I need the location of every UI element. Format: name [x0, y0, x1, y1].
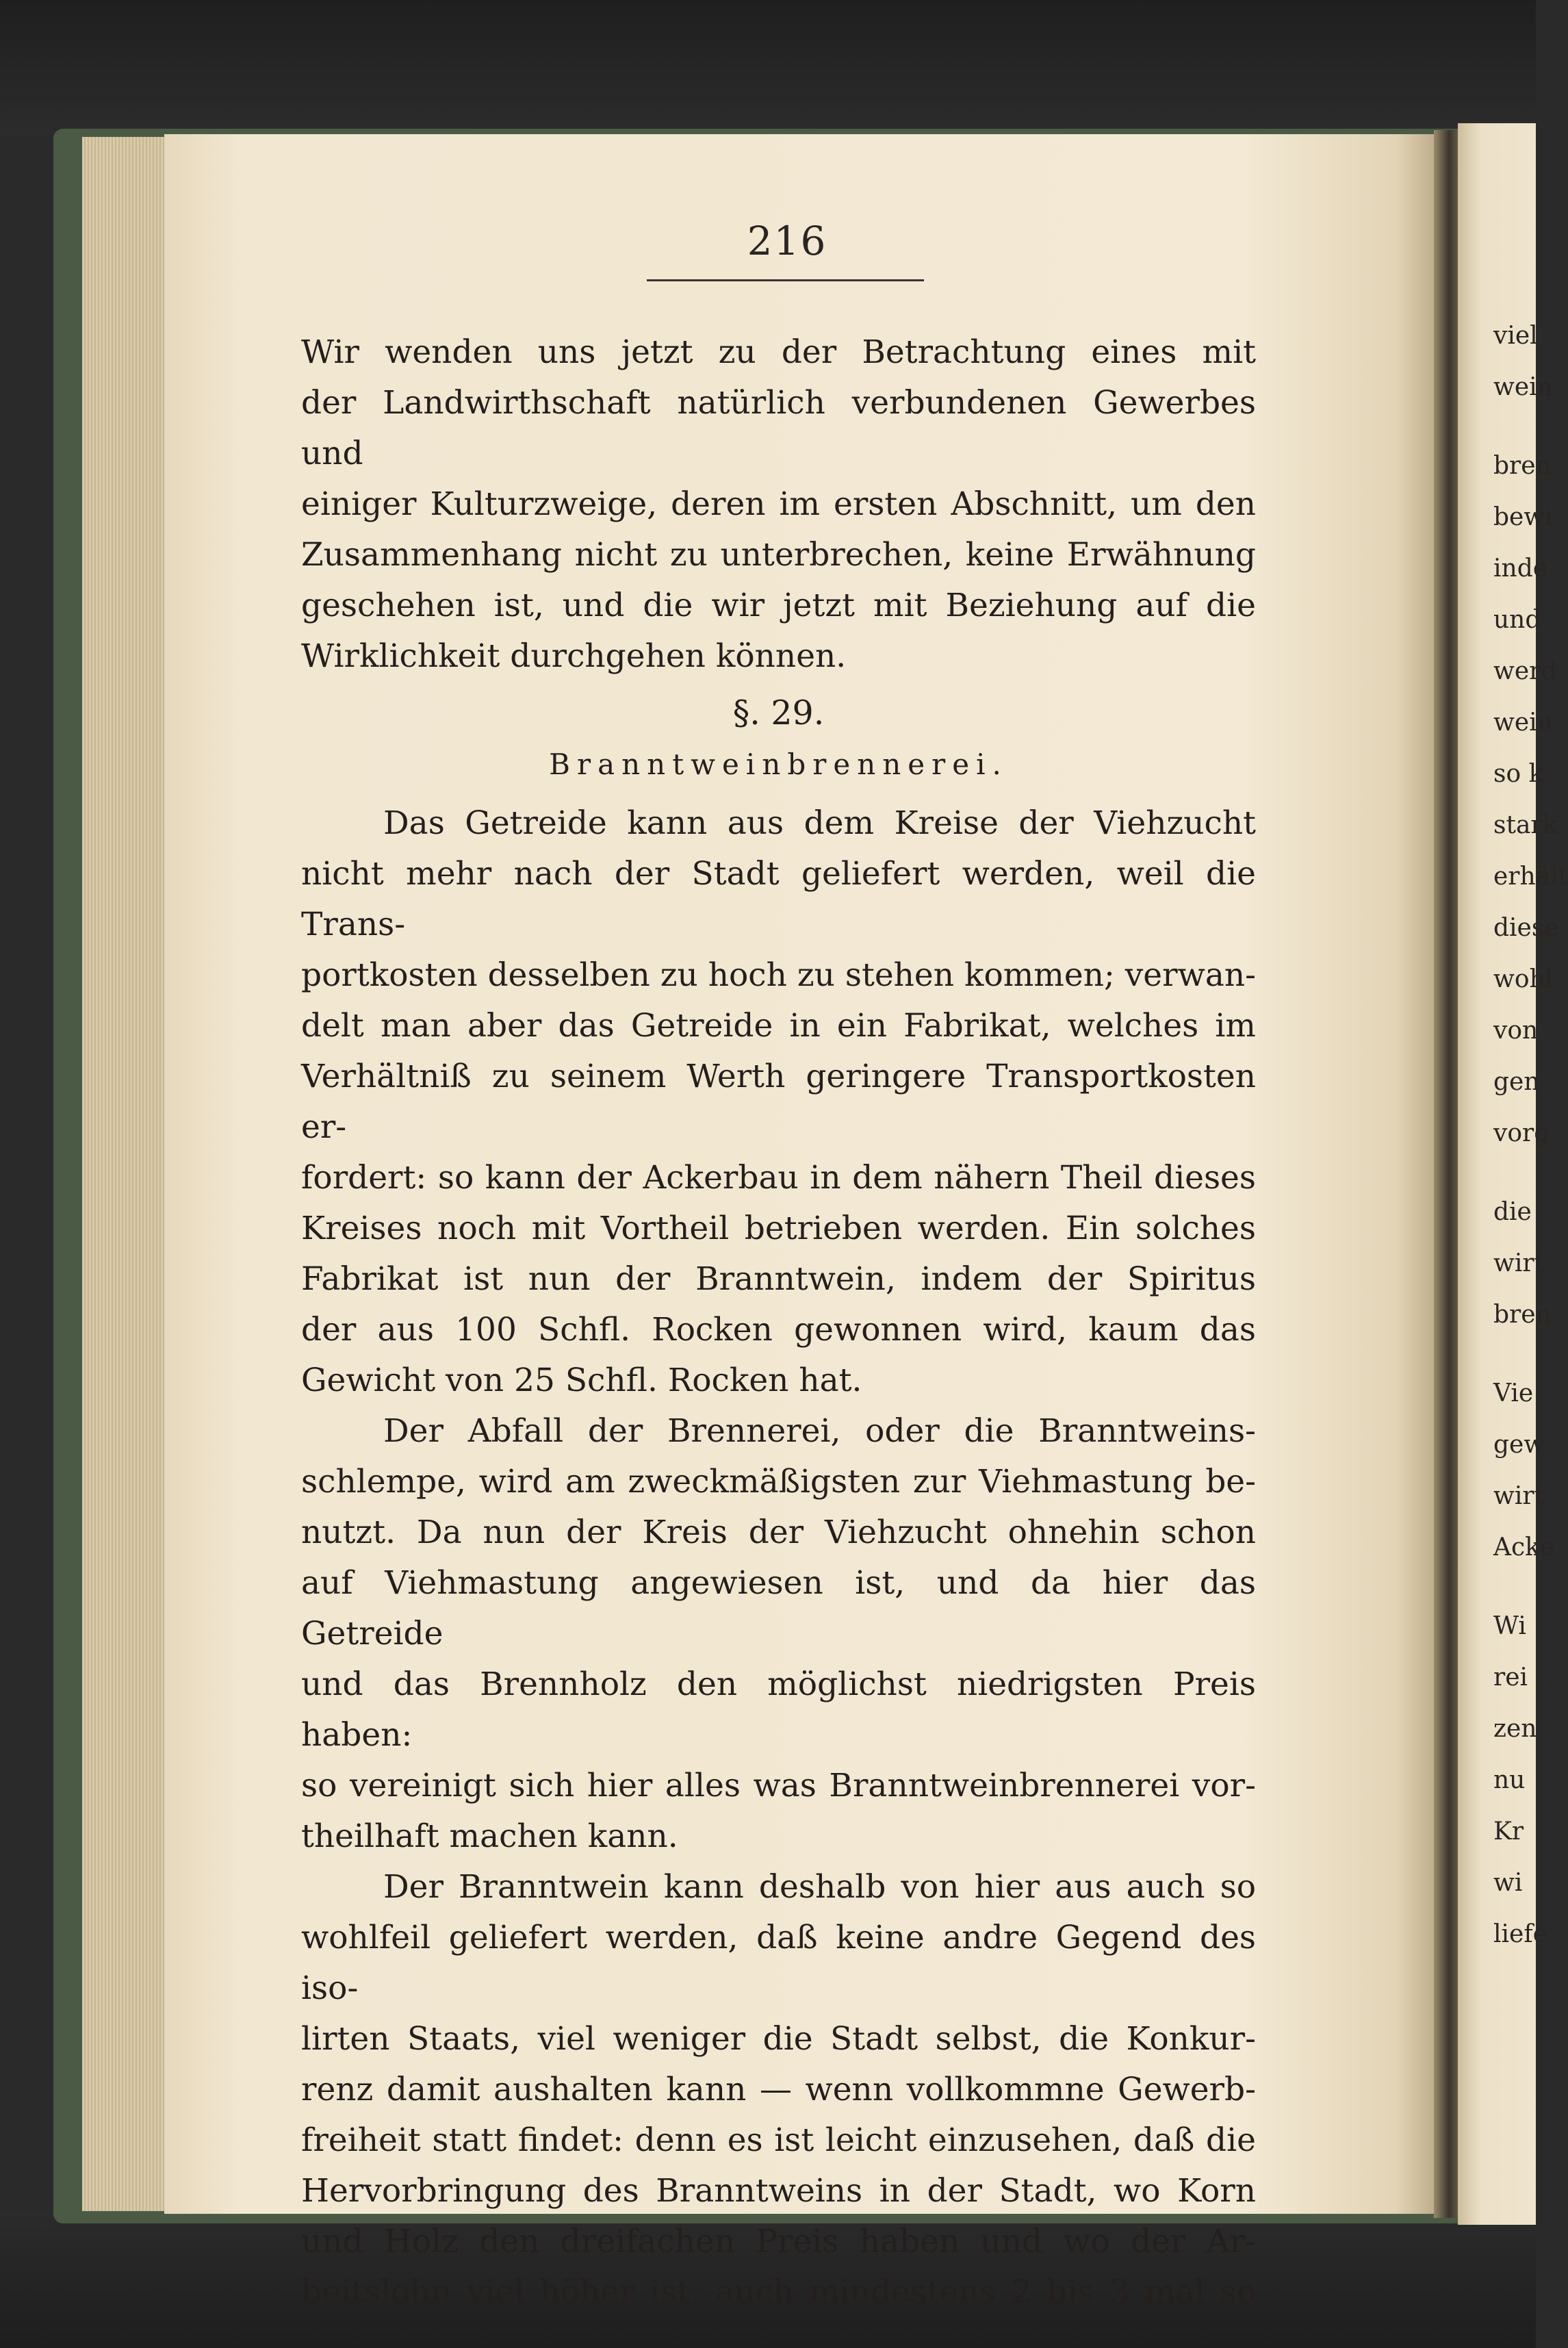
text-line: nicht mehr nach der Stadt geliefert werden, weil die Trans- — [301, 855, 1256, 943]
right-page-fragment: Vie — [1493, 1379, 1534, 1407]
right-page-fragment: Wi — [1493, 1612, 1526, 1640]
right-page-fragment: Kr — [1493, 1817, 1524, 1846]
text-line: Wir wenden uns jetzt zu der Betrachtung eines mit — [301, 333, 1256, 371]
text-line: und Holz den dreifachen Preis haben und wo der Ar- — [301, 2223, 1256, 2260]
paragraph-1 — [301, 798, 1256, 1406]
right-page-fragment: inde — [1493, 554, 1548, 583]
right-page-fragment: wein — [1493, 373, 1553, 401]
page-number: 216 — [747, 218, 827, 264]
right-page-fragment: die — [1493, 1198, 1532, 1226]
text-line: Der Branntwein kann deshalb von hier aus auch so — [383, 1868, 1256, 1906]
text-line: beitslohn viel höher ist, auch mindestens 2 bis 3 mal so — [301, 2273, 1256, 2311]
right-page-fragment — [1493, 424, 1536, 452]
text-block — [301, 327, 1256, 2318]
right-page-fragment — [1493, 1352, 1536, 1379]
text-line: nutzt. Da nun der Kreis der Viehzucht ohnehin schon — [301, 1514, 1256, 1551]
right-page-fragment: wirt — [1493, 1482, 1545, 1510]
right-page-fragment: bren — [1493, 452, 1552, 480]
right-page-fragment: liefe — [1493, 1920, 1547, 1948]
text-line: Kreises noch mit Vortheil betrieben werden. Ein solches — [301, 1210, 1256, 1247]
right-page-fragment — [1493, 1171, 1536, 1198]
text-line: Gewicht von 25 Schfl. Rocken hat. — [301, 1362, 862, 1399]
right-page-fragments — [1493, 322, 1568, 1971]
paragraph-3 — [301, 1862, 1256, 2318]
right-page-fragment: stark — [1493, 811, 1558, 839]
right-page-fragment: wein — [1493, 709, 1553, 737]
text-line: geschehen ist, und die wir jetzt mit Beziehung auf die — [301, 587, 1256, 624]
text-line: Der Abfall der Brennerei, oder die Branntweins- — [383, 1412, 1256, 1450]
text-line: so vereinigt sich hier alles was Branntweinbrennerei vor- — [301, 1767, 1256, 1804]
right-page-fragment: werd — [1493, 657, 1557, 685]
right-page-fragment: so k — [1493, 760, 1544, 788]
text-line: Fabrikat ist nun der Branntwein, indem der Spiritus — [301, 1260, 1256, 1298]
right-page-fragment: wohl — [1493, 965, 1554, 993]
right-page-fragment: Acke — [1493, 1533, 1555, 1561]
text-line: renz damit aushalten kann — wenn vollkommne Gewerb- — [301, 2071, 1256, 2108]
right-page-fragment: diese — [1493, 914, 1559, 942]
right-page-fragment: und — [1493, 606, 1541, 634]
text-line: Zusammenhang nicht zu unterbrechen, keine Erwähnung — [301, 536, 1256, 574]
text-line: Das Getreide kann aus dem Kreise der Viehzucht — [383, 804, 1256, 842]
book-gutter — [1434, 130, 1461, 2218]
text-line: portkosten desselben zu hoch zu stehen kommen; verwan- — [301, 956, 1256, 994]
text-line: auf Viehmastung angewiesen ist, und da hier das Getreide — [301, 1564, 1256, 1652]
text-line: delt man aber das Getreide in ein Fabrikat, welches im — [301, 1007, 1256, 1045]
right-page-fragment: bewi — [1493, 503, 1553, 531]
right-page-fragment: wirt — [1493, 1249, 1545, 1277]
right-page-fragment — [1493, 1585, 1536, 1612]
right-page-fragment: zen — [1493, 1715, 1537, 1743]
text-line: lirten Staats, viel weniger die Stadt selbst, die Konkur- — [301, 2020, 1256, 2058]
text-line: fordert: so kann der Ackerbau in dem nähern Theil dieses — [301, 1159, 1256, 1197]
text-line: wohlfeil geliefert werden, daß keine andre Gegend des iso- — [301, 1919, 1256, 2007]
right-page-fragment: bren — [1493, 1301, 1552, 1329]
text-line: freiheit statt findet: denn es ist leicht einzusehen, daß die — [301, 2121, 1256, 2159]
right-page-fragment: gew — [1493, 1431, 1545, 1459]
right-page-fragment: nu — [1493, 1766, 1526, 1794]
backdrop-top — [0, 0, 1536, 137]
intro-paragraph — [301, 327, 1256, 682]
text-line: Hervorbringung des Branntweins in der Stadt, wo Korn — [301, 2172, 1256, 2210]
right-page-fragment: gen — [1493, 1068, 1540, 1096]
text-line: und das Brennholz den möglichst niedrigsten Preis haben: — [301, 1666, 1256, 1754]
text-line: der Landwirthschaft natürlich verbundenen Gewerbes und — [301, 384, 1256, 472]
text-line: Verhältniß zu seinem Werth geringere Transportkosten er- — [301, 1058, 1256, 1146]
section-title: Branntweinbrennerei. — [549, 748, 1008, 781]
right-page-fragment: vorg — [1493, 1119, 1550, 1147]
text-line: schlempe, wird am zweckmäßigsten zur Viehmastung be- — [301, 1463, 1256, 1501]
paragraph-2 — [301, 1406, 1256, 1862]
text-line: der aus 100 Schfl. Rocken gewonnen wird, kaum das — [301, 1311, 1256, 1349]
right-page-fragment: viel — [1493, 322, 1538, 350]
header-rule — [647, 279, 924, 281]
text-line: Wirklichkeit durchgehen können. — [301, 637, 847, 675]
text-line: einiger Kulturzweige, deren im ersten Abschnitt, um den — [301, 485, 1256, 523]
right-page-fragment: rei — [1493, 1663, 1528, 1692]
text-line: theilhaft machen kann. — [301, 1817, 678, 1855]
right-page-fragment: erhält — [1493, 863, 1568, 891]
right-page-fragment: wi — [1493, 1869, 1523, 1897]
right-page-fragment: von — [1493, 1017, 1539, 1045]
section-number: §. 29. — [732, 693, 825, 732]
